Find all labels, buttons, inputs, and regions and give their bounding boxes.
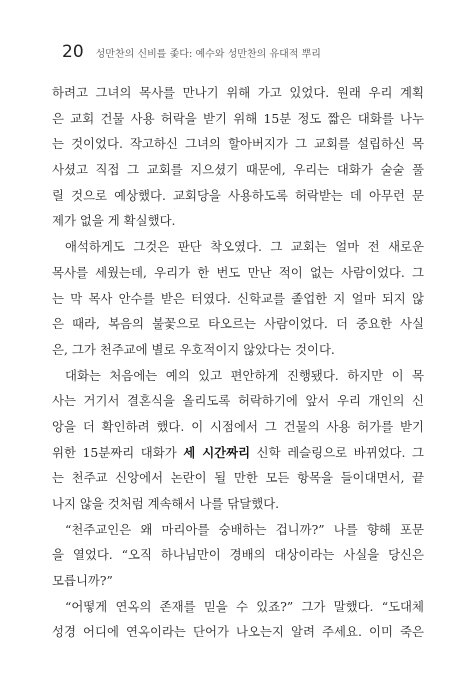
text-segment: 신학 레슬링으로 바뀌었다. 그: [250, 444, 424, 460]
text-line: “천주교인은 왜 마리아를 숭배하는 겁니까?” 나를 향해 포문: [65, 521, 424, 537]
text-line: 나지 않을 것처럼 계속해서 나를 닦달했다.: [52, 496, 280, 511]
text-line: 릴 것으로 예상했다. 교회당을 사용하도록 허락받는 데 아무런 문: [52, 187, 424, 203]
page-number: 20: [62, 42, 84, 62]
text-line: 하려고 그녀의 목사를 만나기 위해 가고 있었다. 원래 우리 계획: [52, 85, 424, 100]
text-line: 은, 그가 천주교에 별로 우호적이지 않았다는 것이다.: [52, 341, 335, 357]
running-title: 성만찬의 신비를 좇다: 예수와 성만찬의 유대적 뿌리: [95, 49, 321, 60]
text-line: 애석하게도 그것은 판단 착오였다. 그 교회는 얼마 전 새로운: [65, 239, 424, 255]
text-line: “어떻게 연옥의 존재를 믿을 수 있죠?” 그가 말했다. “도대체: [65, 598, 424, 614]
text-line: 은 교회 건물 사용 허락을 받기 위해 15분 정도 짧은 대화를 나누: [52, 110, 424, 126]
text-line: 는 천주교 신앙에서 논란이 될 만한 모든 항목을 들이대면서, 끝: [52, 470, 424, 486]
text-line: 은 때라, 복음의 불꽃으로 타오르는 사람이었다. 더 중요한 사실: [52, 316, 424, 332]
text-line: 앙을 더 확인하려 했다. 이 시점에서 그 건물의 사용 허가를 받기: [52, 418, 424, 434]
text-line: 는 막 목사 안수를 받은 터였다. 신학교를 졸업한 지 얼마 되지 않: [52, 290, 424, 306]
text-line: 모릅니까?”: [52, 573, 113, 589]
body-text: [52, 80, 424, 645]
text-line: 는 것이었다. 작고하신 그녀의 할아버지가 그 교회를 설립하신 목: [52, 136, 424, 152]
running-header: [62, 42, 422, 64]
emphasis-text: 세 시간짜리: [183, 444, 251, 460]
text-line: 대화는 처음에는 예의 있고 편안하게 진행됐다. 하지만 이 목: [65, 367, 424, 383]
text-line: 성경 어디에 연옥이라는 단어가 나오는지 알려 주세요. 이미 죽은: [52, 624, 424, 640]
text-line: 을 열었다. “오직 하나님만이 경배의 대상이라는 사실을 당신은: [52, 547, 424, 563]
text-line: 사셨고 직접 그 교회를 지으셨기 때문에, 우리는 대화가 술술 풀: [52, 162, 424, 178]
text-line: 제가 없을 게 확실했다.: [52, 213, 176, 229]
text-line: 사는 거기서 결혼식을 올리도록 허락하기에 앞서 우리 개인의 신: [52, 393, 424, 409]
text-line: 목사를 세웠는데, 우리가 한 번도 만난 적이 없는 사람이었다. 그: [52, 264, 424, 280]
text-line-with-emphasis: [52, 440, 424, 466]
text-segment: 위한 15분짜리 대화가: [52, 444, 184, 460]
